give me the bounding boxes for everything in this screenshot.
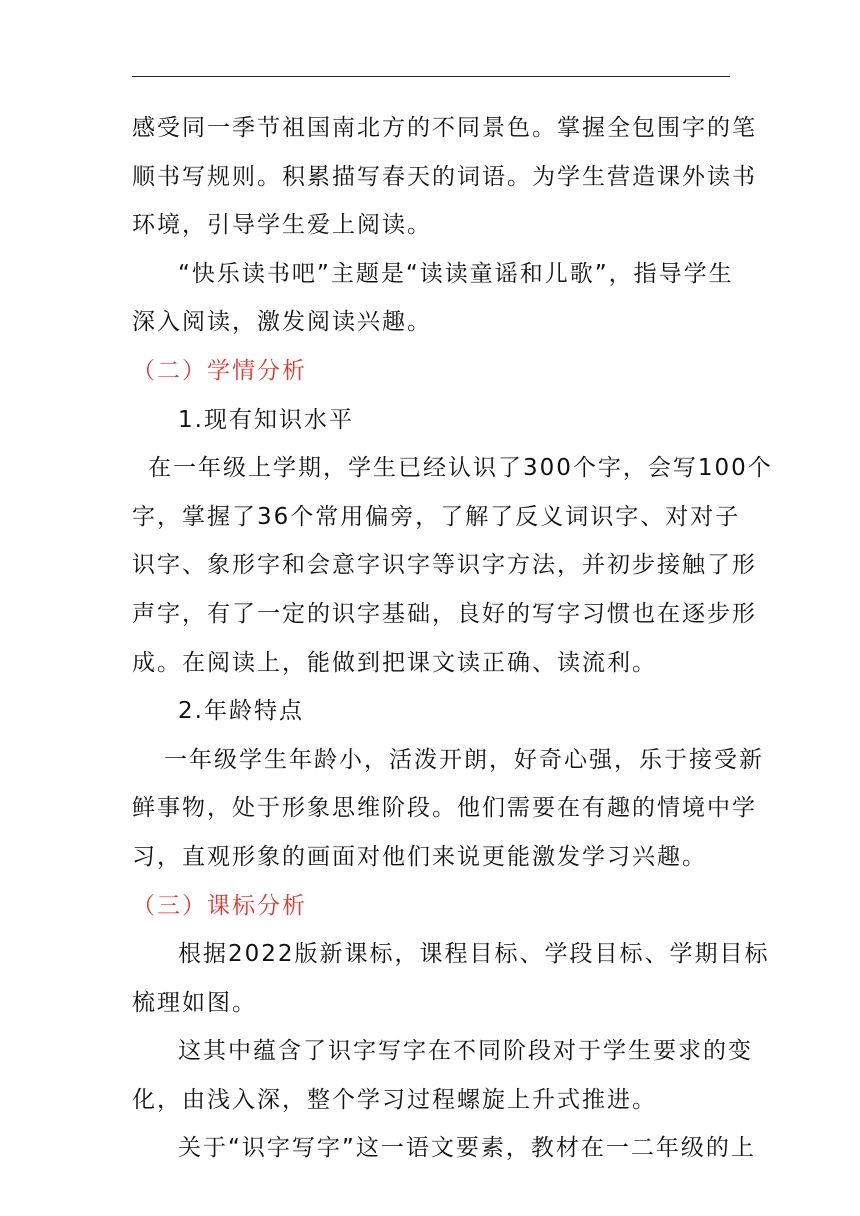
- paragraph-line: 根据2022版新课标，课程目标、学段目标、学期目标: [178, 941, 770, 968]
- paragraph-line: 字，掌握了36个常用偏旁，了解了反义词识字、对对子: [132, 503, 741, 530]
- paragraph-line: 成。在阅读上，能做到把课文读正确、读流利。: [132, 649, 657, 676]
- section-heading: （二）学情分析: [132, 357, 307, 384]
- paragraph-line: 识字、象形字和会意字识字等识字方法，并初步接触了形: [132, 552, 757, 579]
- paragraph-line: 化，由浅入深，整个学习过程螺旋上升式推进。: [132, 1086, 657, 1113]
- paragraph-line: 环境，引导学生爱上阅读。: [132, 212, 432, 239]
- subsection-heading: 2.年龄特点: [178, 698, 304, 725]
- paragraph-line: 这其中蕴含了识字写字在不同阶段对于学生要求的变: [178, 1038, 753, 1065]
- paragraph-line: 顺书写规则。积累描写春天的词语。为学生营造课外读书: [132, 163, 757, 190]
- paragraph-line: 关于“识字写字”这一语文要素，教材在一二年级的上: [178, 1135, 756, 1162]
- paragraph-line: 深入阅读，激发阅读兴趣。: [132, 309, 432, 336]
- section-heading: （三）课标分析: [132, 892, 307, 919]
- paragraph-line: 声字，有了一定的识字基础，良好的写字习惯也在逐步形: [132, 600, 757, 627]
- paragraph-line: 鲜事物，处于形象思维阶段。他们需要在有趣的情境中学: [132, 795, 757, 822]
- paragraph-line: 在一年级上学期，学生已经认识了300个字，会写100个: [148, 455, 773, 482]
- document-body: [132, 104, 773, 1173]
- paragraph-line: “快乐读书吧”主题是“读读童谣和儿歌”，指导学生: [178, 260, 734, 287]
- paragraph-line: 梳理如图。: [132, 989, 257, 1016]
- paragraph-line: 一年级学生年龄小，活泼开朗，好奇心强，乐于接受新: [164, 746, 764, 773]
- subsection-heading: 1.现有知识水平: [178, 406, 354, 433]
- header-rule: [132, 76, 730, 77]
- paragraph-line: 习，直观形象的画面对他们来说更能激发学习兴趣。: [132, 843, 707, 870]
- paragraph-line: 感受同一季节祖国南北方的不同景色。掌握全包围字的笔: [132, 115, 757, 141]
